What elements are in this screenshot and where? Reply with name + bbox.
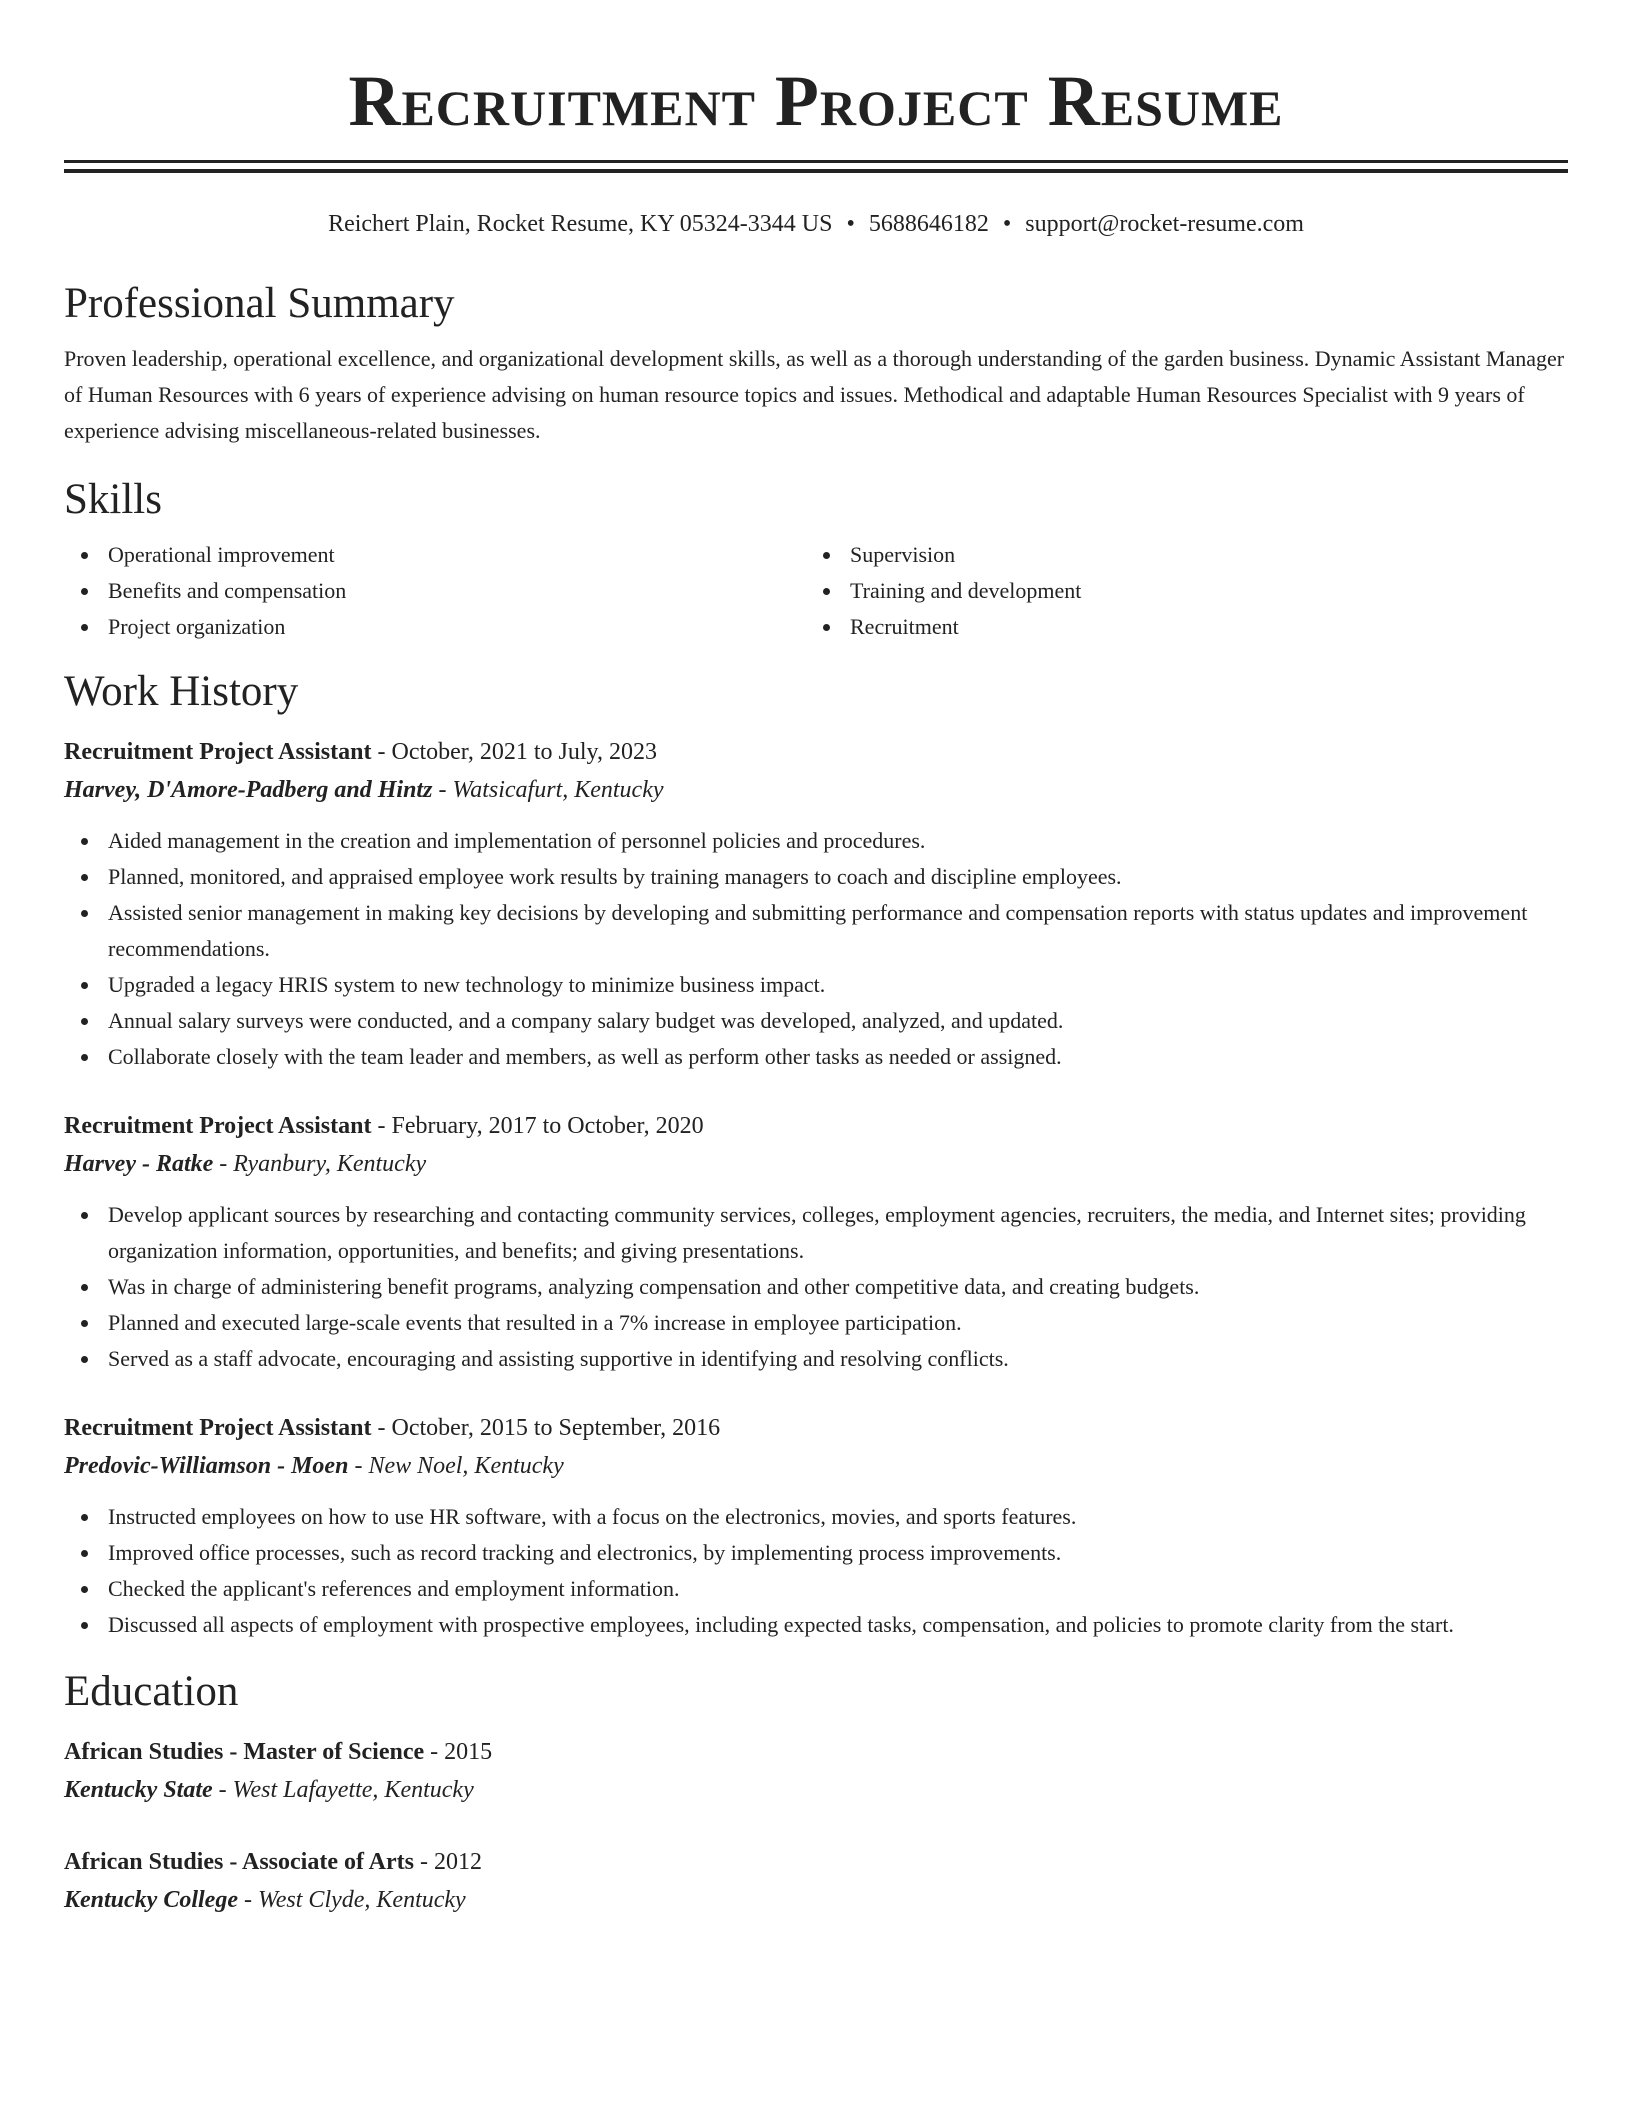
job-bullet: Discussed all aspects of employment with prospective employees, including expected tasks, compensation, and policies to promote clarity from the start. [64,1607,1568,1643]
job-bullet: Instructed employees on how to use HR software, with a focus on the electronics, movies, and sports features. [64,1499,1568,1535]
education-year: 2015 [444,1739,493,1765]
job-bullets [64,1197,1568,1377]
job-bullet: Was in charge of administering benefit programs, analyzing compensation and other competitive data, and creating budgets. [64,1269,1568,1305]
job-bullet: Planned, monitored, and appraised employee work results by training managers to coach and discipline employees. [64,859,1568,895]
skill-item: Training and development [806,573,1548,609]
job-company: Predovic-Williamson - Moen [64,1453,349,1479]
education-entry [64,1843,1568,1919]
job-bullet: Checked the applicant's references and employment information. [64,1571,1568,1607]
contact-separator: • [1002,211,1012,237]
job-bullet: Develop applicant sources by researching and contacting community services, colleges, employment agencies, recruiters, the media, and Internet sites; providing organization information, opportunities, and benefits; and giving presentations. [64,1197,1568,1269]
job-location: Watsicafurt, Kentucky [452,777,664,803]
education-school: Kentucky State [64,1777,213,1803]
skill-item: Supervision [806,537,1548,573]
resume-page [64,0,1568,1919]
job-bullets [64,823,1568,1075]
title-rule-bottom [64,169,1568,173]
skill-item: Project organization [64,609,806,645]
education-location: West Lafayette, Kentucky [232,1777,474,1803]
section-heading-summary: Professional Summary [64,280,455,327]
job-title-line: Recruitment Project Assistant - February, 2017 to October, 2020 [64,1113,704,1139]
job-dates: February, 2017 to October, 2020 [391,1113,704,1139]
education-entry [64,1733,1568,1809]
job-bullet: Improved office processes, such as record tracking and electronics, by implementing process improvements. [64,1535,1568,1571]
contact-line [64,209,1568,239]
education-degree: African Studies - Master of Science [64,1739,425,1765]
job-location: New Noel, Kentucky [368,1453,564,1479]
skill-item: Operational improvement [64,537,806,573]
title-rule-top [64,160,1568,163]
job-company: Harvey, D'Amore-Padberg and Hintz [64,777,433,803]
contact-email: support@rocket-resume.com [1025,211,1304,237]
work-entry [64,733,1568,1075]
education-year: 2012 [433,1849,482,1875]
section-heading-education: Education [64,1668,239,1715]
job-location: Ryanbury, Kentucky [233,1151,427,1177]
job-bullet: Annual salary surveys were conducted, and a company salary budget was developed, analyzed, and updated. [64,1003,1568,1039]
skills-list [64,537,1568,645]
job-bullet: Assisted senior management in making key decisions by developing and submitting performance and compensation reports with status updates and improvement recommendations. [64,895,1568,967]
education-degree-line: African Studies - Associate of Arts - 2012 [64,1849,482,1875]
job-company-line: Predovic-Williamson - Moen - New Noel, Kentucky [64,1453,564,1479]
contact-address: Reichert Plain, Rocket Resume, KY 05324-3344 US [328,211,833,237]
skills-column-right [806,537,1548,645]
contact-separator: • [846,211,855,237]
education-location: West Clyde, Kentucky [257,1887,466,1913]
section-heading-work: Work History [64,668,299,715]
job-bullet: Collaborate closely with the team leader and members, as well as perform other tasks as needed or assigned. [64,1039,1568,1075]
contact-phone: 5688646182 [868,211,989,237]
summary-text: Proven leadership, operational excellence, and organizational development skills, as well as a thorough understanding of the garden business. Dynamic Assistant Manager of Human Resources with 6 years of experience advising on human resource topics and issues. Methodical and adaptable Human Resources Specialist with 9 years of experience advising miscellaneous-related businesses. [64,346,1565,443]
job-bullet: Planned and executed large-scale events that resulted in a 7% increase in employee participation. [64,1305,1568,1341]
work-entry [64,1409,1568,1643]
education-degree-line: African Studies - Master of Science - 2015 [64,1739,493,1765]
job-title: Recruitment Project Assistant [64,739,372,765]
job-bullets [64,1499,1568,1643]
job-company-line: Harvey - Ratke - Ryanbury, Kentucky [64,1151,427,1177]
resume-title: Recruitment Project Resume [348,61,1284,141]
work-entry [64,1107,1568,1377]
job-title-line: Recruitment Project Assistant - October, 2021 to July, 2023 [64,739,657,765]
education-school-line: Kentucky State - West Lafayette, Kentucky [64,1777,474,1803]
job-title: Recruitment Project Assistant [64,1113,372,1139]
job-bullet: Served as a staff advocate, encouraging and assisting supportive in identifying and resolving conflicts. [64,1341,1568,1377]
job-company-line: Harvey, D'Amore-Padberg and Hintz - Watsicafurt, Kentucky [64,777,664,803]
job-bullet: Upgraded a legacy HRIS system to new technology to minimize business impact. [64,967,1568,1003]
education-school-line: Kentucky College - West Clyde, Kentucky [64,1887,466,1913]
skill-item: Recruitment [806,609,1548,645]
job-bullet: Aided management in the creation and implementation of personnel policies and procedures. [64,823,1568,859]
skills-column-left [64,537,806,645]
education-school: Kentucky College [64,1887,238,1913]
job-dates: October, 2021 to July, 2023 [391,739,657,765]
job-company: Harvey - Ratke [64,1151,214,1177]
job-title-line: Recruitment Project Assistant - October, 2015 to September, 2016 [64,1415,721,1441]
section-heading-skills: Skills [64,476,162,523]
job-dates: October, 2015 to September, 2016 [391,1415,721,1441]
job-title: Recruitment Project Assistant [64,1415,372,1441]
skill-item: Benefits and compensation [64,573,806,609]
education-degree: African Studies - Associate of Arts [64,1849,414,1875]
